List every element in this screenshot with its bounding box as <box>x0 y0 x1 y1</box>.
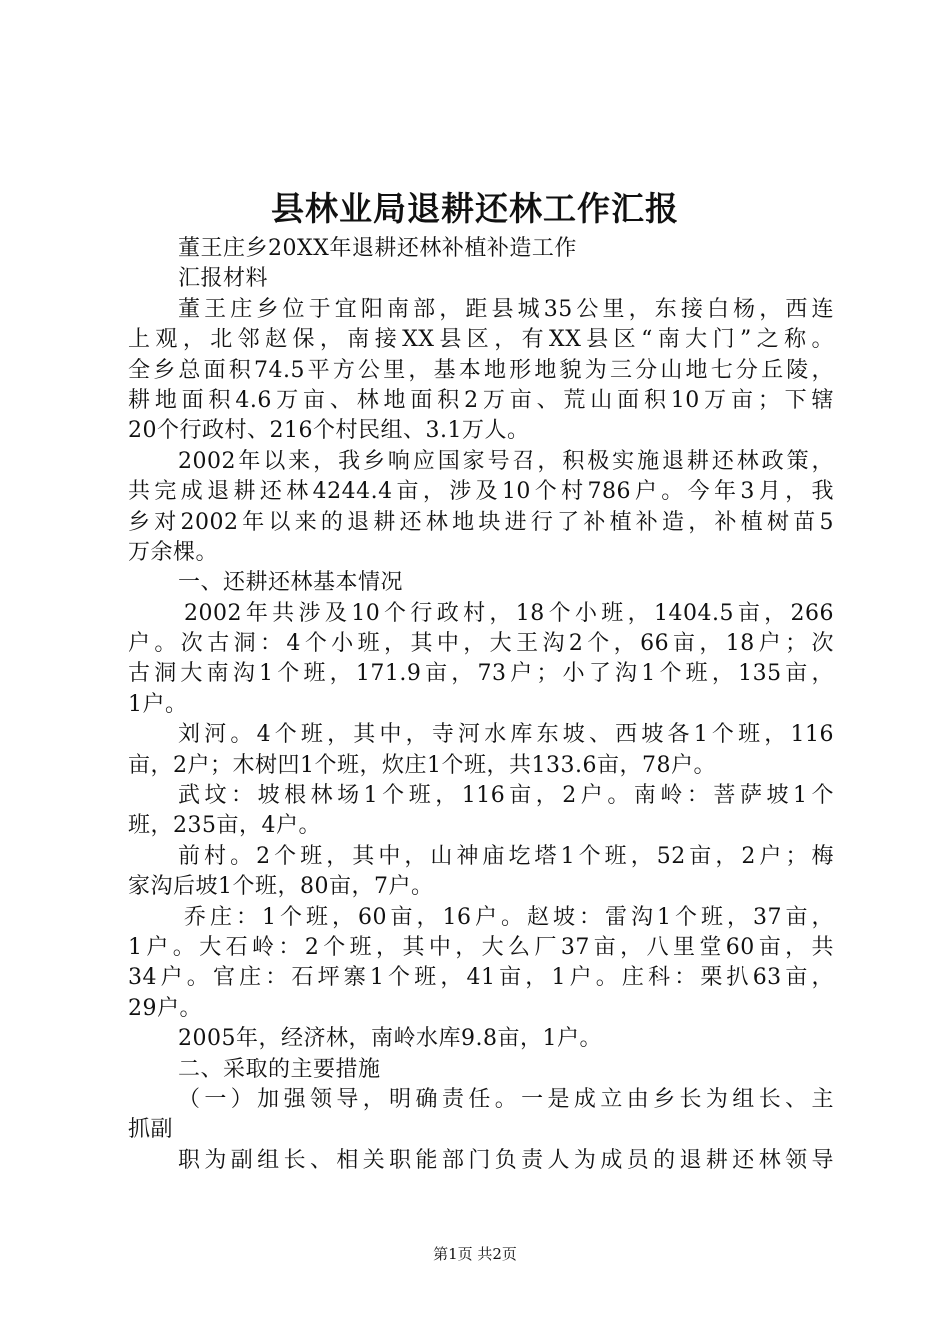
body-line: 乡对2002年以来的退耕还林地块进行了补植补造，补植树苗5 <box>128 509 834 535</box>
body-line: 刘河。4个班，其中，寺河水库东坡、西坡各1个班，116 <box>178 722 834 748</box>
body-line: 全乡总面积74.5平方公里，基本地形地貌为三分山地七分丘陵， <box>128 357 834 383</box>
body-line: 耕地面积4.6万亩、林地面积2万亩、荒山面积10万亩；下辖 <box>128 387 834 413</box>
body-line: 29户。 <box>128 995 202 1021</box>
body-line: 万余棵。 <box>128 539 219 565</box>
body-line: 前村。2个班，其中，山神庙圪塔1个班，52亩，2户；梅 <box>178 843 834 869</box>
body-line: 1户。大石岭：2个班，其中，大么厂37亩，八里堂60亩，共 <box>128 934 834 960</box>
body-line: 2005年，经济林，南岭水库9.8亩，1户。 <box>178 1026 602 1052</box>
section-heading: 一、还耕还林基本情况 <box>178 570 404 596</box>
page-number: 第1页 共2页 <box>433 1245 517 1263</box>
body-line: 乔庄：1个班，60亩，16户。赵坡：雷沟1个班，37亩， <box>184 904 834 930</box>
body-line: 20个行政村、216个村民组、3.1万人。 <box>128 418 530 444</box>
body-line: 古洞大南沟1个班，171.9亩，73户；小了沟1个班，135亩， <box>128 661 834 687</box>
body-line: 武坟：坡根林场1个班，116亩，2户。南岭：菩萨坡1个 <box>178 783 834 809</box>
body-line: 职为副组长、相关职能部门负责人为成员的退耕还林领导 <box>178 1147 834 1173</box>
body-line: 上观，北邻赵保，南接XX县区，有XX县区“南大门”之称。 <box>128 327 834 353</box>
body-line: 34户。官庄：石坪寨1个班，41亩，1户。庄科：栗扒63亩， <box>128 965 834 991</box>
body-line: 2002年以来，我乡响应国家号召，积极实施退耕还林政策， <box>178 448 834 474</box>
body-line: 班，235亩，4户。 <box>128 813 321 839</box>
body-line: 家沟后坡1个班，80亩，7户。 <box>128 874 434 900</box>
section-heading: 二、采取的主要措施 <box>178 1056 381 1082</box>
body-line: 董王庄乡20XX年退耕还林补植补造工作 <box>178 236 577 261</box>
document-title: 县林业局退耕还林工作汇报 <box>271 189 679 228</box>
body-line: 亩，2户；木树凹1个班，炊庄1个班，共133.6亩，78户。 <box>128 752 716 778</box>
body-line: 抓副 <box>128 1117 174 1143</box>
body-line: 汇报材料 <box>178 266 269 292</box>
body-line: 1户。 <box>128 691 188 717</box>
body-line: （一）加强领导，明确责任。一是成立由乡长为组长、主 <box>178 1086 834 1112</box>
body-line: 2002年共涉及10个行政村，18个小班，1404.5亩，266 <box>184 600 834 626</box>
body-line: 董王庄乡位于宜阳南部，距县城35公里，东接白杨，西连 <box>178 296 834 322</box>
body-line: 共完成退耕还林4244.4亩，涉及10个村786户。今年3月，我 <box>128 479 834 505</box>
document-body <box>128 234 834 1176</box>
body-line: 户。次古洞：4个小班，其中，大王沟2个，66亩，18户；次 <box>128 631 834 657</box>
